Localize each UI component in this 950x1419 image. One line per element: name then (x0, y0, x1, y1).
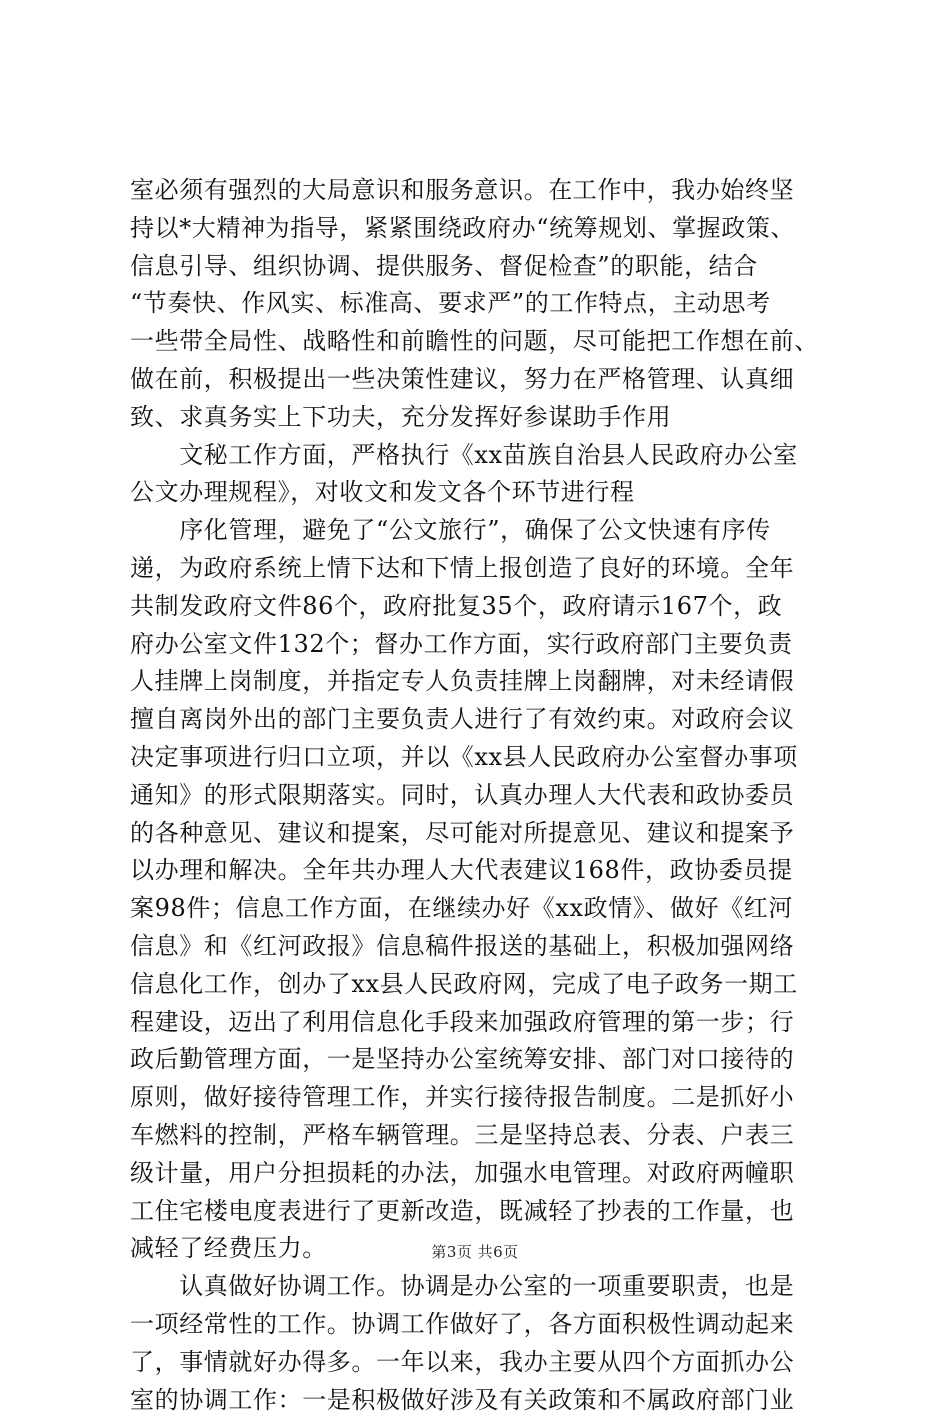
text-line: 共制发政府文件86个，政府批复35个，政府请示167个，政 (130, 588, 830, 626)
text-line: 案98件；信息工作方面，在继续办好《xx政情》、做好《红河 (130, 890, 830, 928)
text-line: 递，为政府系统上情下达和下情上报创造了良好的环境。全年 (130, 550, 830, 588)
text-line: 认真做好协调工作。协调是办公室的一项重要职责，也是 (130, 1268, 830, 1306)
text-line: 文秘工作方面，严格执行《xx苗族自治县人民政府办公室 (130, 437, 830, 475)
text-line: 人挂牌上岗制度，并指定专人负责挂牌上岗翻牌，对未经请假 (130, 663, 830, 701)
text-line: 公文办理规程》，对收文和发文各个环节进行程 (130, 474, 830, 512)
page-number-footer: 第3页 共6页 (0, 1241, 950, 1262)
text-line: “节奏快、作风实、标准高、要求严”的工作特点，主动思考 (130, 285, 830, 323)
text-line: 致、求真务实上下功夫，充分发挥好参谋助手作用 (130, 399, 830, 437)
text-line: 减轻了经费压力。 (130, 1230, 830, 1268)
body-text (130, 172, 830, 1419)
text-line: 车燃料的控制，严格车辆管理。三是坚持总表、分表、户表三 (130, 1117, 830, 1155)
text-line: 级计量，用户分担损耗的办法，加强水电管理。对政府两幢职 (130, 1155, 830, 1193)
text-line: 以办理和解决。全年共办理人大代表建议168件，政协委员提 (130, 852, 830, 890)
text-line: 决定事项进行归口立项，并以《xx县人民政府办公室督办事项 (130, 739, 830, 777)
text-line: 政后勤管理方面，一是坚持办公室统筹安排、部门对口接待的 (130, 1041, 830, 1079)
text-line: 府办公室文件132个；督办工作方面，实行政府部门主要负责 (130, 626, 830, 664)
text-line: 信息》和《红河政报》信息稿件报送的基础上，积极加强网络 (130, 928, 830, 966)
text-line: 一项经常性的工作。协调工作做好了，各方面积极性调动起来 (130, 1306, 830, 1344)
text-line: 信息化工作，创办了xx县人民政府网，完成了电子政务一期工 (130, 966, 830, 1004)
text-line: 的各种意见、建议和提案，尽可能对所提意见、建议和提案予 (130, 815, 830, 853)
text-line: 程建设，迈出了利用信息化手段来加强政府管理的第一步；行 (130, 1004, 830, 1042)
text-line: 一些带全局性、战略性和前瞻性的问题，尽可能把工作想在前、 (130, 323, 830, 361)
text-line: 通知》的形式限期落实。同时，认真办理人大代表和政协委员 (130, 777, 830, 815)
text-line: 序化管理，避免了“公文旅行”，确保了公文快速有序传 (130, 512, 830, 550)
text-line: 原则，做好接待管理工作，并实行接待报告制度。二是抓好小 (130, 1079, 830, 1117)
text-line: 室必须有强烈的大局意识和服务意识。在工作中，我办始终坚 (130, 172, 830, 210)
text-line: 擅自离岗外出的部门主要负责人进行了有效约束。对政府会议 (130, 701, 830, 739)
text-line: 做在前，积极提出一些决策性建议，努力在严格管理、认真细 (130, 361, 830, 399)
text-line: 室的协调工作：一是积极做好涉及有关政策和不属政府部门业 (130, 1382, 830, 1419)
text-line: 信息引导、组织协调、提供服务、督促检查”的职能，结合 (130, 248, 830, 286)
text-line: 了，事情就好办得多。一年以来，我办主要从四个方面抓办公 (130, 1344, 830, 1382)
text-line: 工住宅楼电度表进行了更新改造，既减轻了抄表的工作量，也 (130, 1193, 830, 1231)
text-line: 持以*大精神为指导，紧紧围绕政府办“统筹规划、掌握政策、 (130, 210, 830, 248)
